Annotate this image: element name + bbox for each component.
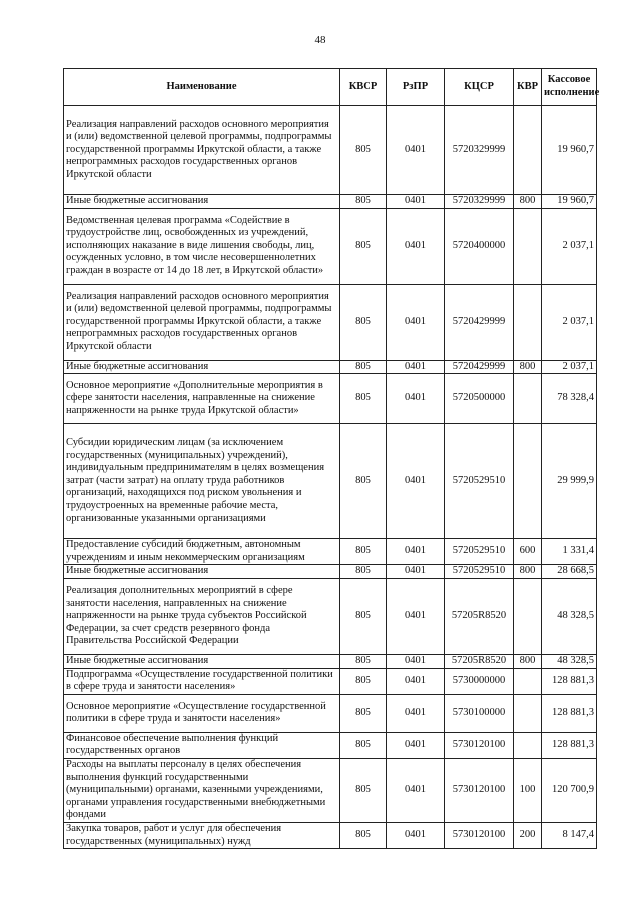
cell-kcsr: 5730000000: [445, 668, 514, 694]
cell-amount: 48 328,5: [542, 578, 597, 654]
header-kvsr: КВСР: [340, 69, 387, 106]
cell-kcsr: 57205R8520: [445, 654, 514, 668]
cell-amount: 28 668,5: [542, 565, 597, 579]
cell-kvsr: 805: [340, 822, 387, 848]
cell-kvsr: 805: [340, 284, 387, 360]
cell-kvr: [514, 424, 542, 539]
cell-amount: 2 037,1: [542, 284, 597, 360]
cell-kvr: 600: [514, 539, 542, 565]
cell-name: Субсидии юридическим лицам (за исключением государственных (муниципальных) учреждений), индивидуальным предпринимателям в целях возмещения затрат (части затрат) на оплату труда работников организаций, находящихся под риском увольнения и трудоустроенных на временные рабочие места, организованные указанными организациями: [64, 424, 340, 539]
cell-rzpr: 0401: [387, 208, 445, 284]
cell-kvr: [514, 374, 542, 424]
cell-kvr: [514, 732, 542, 758]
cell-kvsr: 805: [340, 195, 387, 209]
cell-name: Иные бюджетные ассигнования: [64, 195, 340, 209]
cell-name: Основное мероприятие «Осуществление государственной политики в сфере труда и занятости населения»: [64, 694, 340, 732]
cell-kvr: [514, 668, 542, 694]
cell-kcsr: 5730120100: [445, 732, 514, 758]
cell-name: Финансовое обеспечение выполнения функций государственных органов: [64, 732, 340, 758]
cell-kvsr: 805: [340, 208, 387, 284]
cell-kvr: [514, 106, 542, 195]
cell-rzpr: 0401: [387, 758, 445, 822]
cell-amount: 128 881,3: [542, 668, 597, 694]
cell-name: Расходы на выплаты персоналу в целях обеспечения выполнения функций государственными (муниципальными) органами, казенными учреждениями, органами управления государственными внебюджетными фондами: [64, 758, 340, 822]
cell-rzpr: 0401: [387, 578, 445, 654]
budget-execution-table: [63, 68, 600, 849]
cell-kcsr: 5720429999: [445, 360, 514, 374]
cell-amount: 19 960,7: [542, 195, 597, 209]
cell-kcsr: 5730100000: [445, 694, 514, 732]
table-row: [64, 822, 597, 848]
cell-kvsr: 805: [340, 758, 387, 822]
header-amount: Кассовое исполнение: [542, 69, 597, 106]
page-number: 48: [314, 34, 326, 46]
cell-rzpr: 0401: [387, 668, 445, 694]
table-row: [64, 668, 597, 694]
cell-kvr: [514, 208, 542, 284]
cell-rzpr: 0401: [387, 284, 445, 360]
cell-kvr: 200: [514, 822, 542, 848]
header-rzpr: РзПР: [387, 69, 445, 106]
cell-rzpr: 0401: [387, 106, 445, 195]
cell-name: Реализация дополнительных мероприятий в сфере занятости населения, направленных на снижение напряженности на рынке труда субъектов Российской Федерации, за счет средств резервного фонда Правительства Российской Федерации: [64, 578, 340, 654]
cell-rzpr: 0401: [387, 732, 445, 758]
cell-kvr: 100: [514, 758, 542, 822]
cell-rzpr: 0401: [387, 539, 445, 565]
table-row: [64, 284, 597, 360]
cell-name: Закупка товаров, работ и услуг для обеспечения государственных (муниципальных) нужд: [64, 822, 340, 848]
cell-kvsr: 805: [340, 374, 387, 424]
cell-rzpr: 0401: [387, 822, 445, 848]
cell-name: Ведомственная целевая программа «Содействие в трудоустройстве лиц, освобожденных из учреждений, исполняющих наказание в виде лишения свободы, лиц, осужденных условно, в том числе несовершеннолетних граждан в возрасте от 14 до 18 лет, в Иркутской области»: [64, 208, 340, 284]
cell-kcsr: 5730120100: [445, 822, 514, 848]
cell-rzpr: 0401: [387, 374, 445, 424]
cell-rzpr: 0401: [387, 694, 445, 732]
table-row: [64, 694, 597, 732]
cell-kvsr: 805: [340, 539, 387, 565]
cell-kvr: 800: [514, 654, 542, 668]
cell-amount: 29 999,9: [542, 424, 597, 539]
cell-kcsr: 5720500000: [445, 374, 514, 424]
table-row: [64, 424, 597, 539]
cell-kvr: 800: [514, 565, 542, 579]
cell-amount: 2 037,1: [542, 208, 597, 284]
table-row: [64, 539, 597, 565]
cell-rzpr: 0401: [387, 654, 445, 668]
table-row: [64, 106, 597, 195]
cell-kvr: [514, 578, 542, 654]
cell-rzpr: 0401: [387, 424, 445, 539]
table-row: [64, 374, 597, 424]
table-row: [64, 758, 597, 822]
cell-kvsr: 805: [340, 565, 387, 579]
cell-name: Подпрограмма «Осуществление государственной политики в сфере труда и занятости населения»: [64, 668, 340, 694]
cell-kvr: [514, 284, 542, 360]
cell-kcsr: 5720529510: [445, 565, 514, 579]
cell-amount: 128 881,3: [542, 694, 597, 732]
cell-amount: 2 037,1: [542, 360, 597, 374]
cell-amount: 48 328,5: [542, 654, 597, 668]
cell-name: Иные бюджетные ассигнования: [64, 654, 340, 668]
cell-amount: 8 147,4: [542, 822, 597, 848]
table-row: [64, 360, 597, 374]
cell-kvsr: 805: [340, 360, 387, 374]
cell-name: Основное мероприятие «Дополнительные мероприятия в сфере занятости населения, направленные на снижение напряженности на рынке труда Иркутской области»: [64, 374, 340, 424]
cell-name: Иные бюджетные ассигнования: [64, 565, 340, 579]
cell-amount: 78 328,4: [542, 374, 597, 424]
cell-kcsr: 5720529510: [445, 539, 514, 565]
cell-kcsr: 5720429999: [445, 284, 514, 360]
cell-kvsr: 805: [340, 578, 387, 654]
cell-name: Реализация направлений расходов основного мероприятия и (или) ведомственной целевой программы, подпрограммы государственной программы Иркутской области, а также непрограммных расходов государственных органов Иркутской области: [64, 284, 340, 360]
cell-kvr: 800: [514, 195, 542, 209]
cell-kcsr: 5720400000: [445, 208, 514, 284]
cell-name: Реализация направлений расходов основного мероприятия и (или) ведомственной целевой программы, подпрограммы государственной программы Иркутской области, а также непрограммных расходов государственных органов Иркутской области: [64, 106, 340, 195]
cell-amount: 19 960,7: [542, 106, 597, 195]
cell-kvsr: 805: [340, 668, 387, 694]
header-kvr: КВР: [514, 69, 542, 106]
cell-kvsr: 805: [340, 654, 387, 668]
table-body: [64, 106, 597, 849]
table-row: [64, 654, 597, 668]
cell-kcsr: 5720529510: [445, 424, 514, 539]
cell-kvsr: 805: [340, 732, 387, 758]
cell-kvsr: 805: [340, 106, 387, 195]
header-kcsr: КЦСР: [445, 69, 514, 106]
header-name: Наименование: [64, 69, 340, 106]
cell-kcsr: 57205R8520: [445, 578, 514, 654]
cell-rzpr: 0401: [387, 565, 445, 579]
cell-rzpr: 0401: [387, 360, 445, 374]
table-header-row: [64, 69, 597, 106]
table-row: [64, 578, 597, 654]
table-row: [64, 565, 597, 579]
table-row: [64, 732, 597, 758]
cell-kvsr: 805: [340, 424, 387, 539]
cell-amount: 1 331,4: [542, 539, 597, 565]
cell-kvr: 800: [514, 360, 542, 374]
table-row: [64, 208, 597, 284]
cell-name: Предоставление субсидий бюджетным, автономным учреждениям и иным некоммерческим организациям: [64, 539, 340, 565]
cell-amount: 120 700,9: [542, 758, 597, 822]
cell-rzpr: 0401: [387, 195, 445, 209]
cell-amount: 128 881,3: [542, 732, 597, 758]
cell-kcsr: 5730120100: [445, 758, 514, 822]
cell-kcsr: 5720329999: [445, 195, 514, 209]
cell-kvr: [514, 694, 542, 732]
cell-kcsr: 5720329999: [445, 106, 514, 195]
cell-name: Иные бюджетные ассигнования: [64, 360, 340, 374]
cell-kvsr: 805: [340, 694, 387, 732]
table-row: [64, 195, 597, 209]
